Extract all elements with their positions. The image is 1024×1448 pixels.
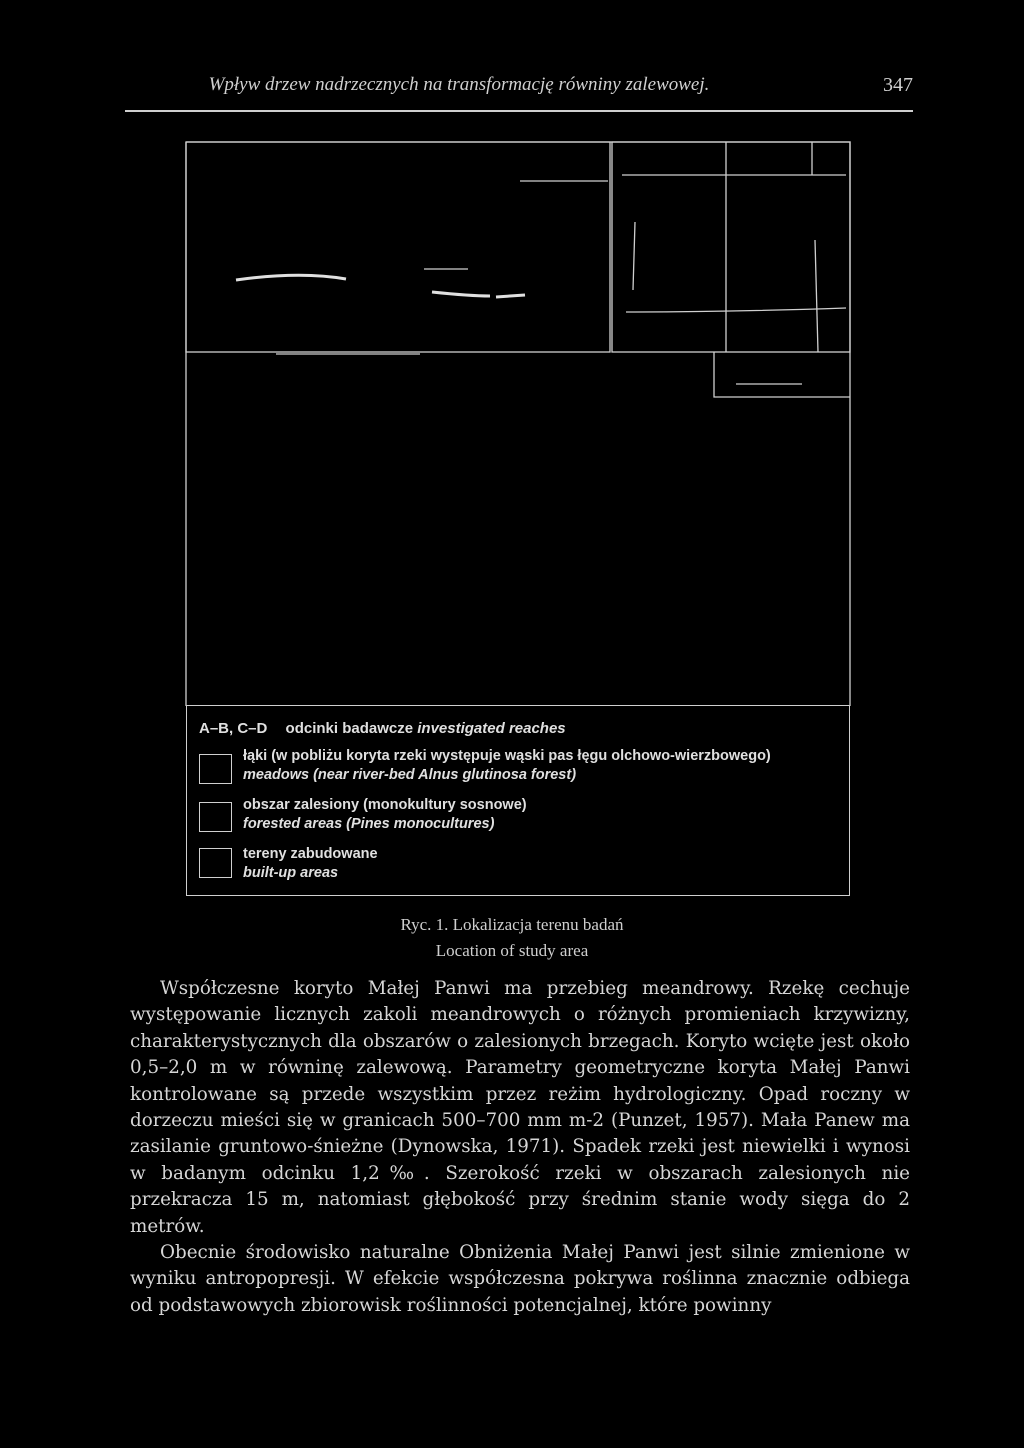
reaches-label-pl: odcinki badawcze	[285, 720, 414, 737]
legend-item-pl: obszar zalesiony (monokultury sosnowe)	[243, 797, 527, 813]
reaches-label-en: investigated reaches	[417, 720, 566, 737]
map-frame	[186, 142, 850, 706]
legend-item-forest	[243, 796, 527, 834]
paragraph: Obecnie środowisko naturalne Obniżenia Małej Panwi jest silnie zmienione w wyniku antropopresji. W efekcie współczesna pokrywa roślinna znacznie odbiega od podstawowych zbiorowisk roślinności potencjalnej, które powinny	[130, 1242, 910, 1316]
paragraph: Współczesne koryto Małej Panwi ma przebieg meandrowy. Rzekę cechuje występowanie licznych zakoli meandrowych o różnych promieniach krzywizny, charakterystycznych dla obszarów o zalesionych brzegach. Koryto wcięte jest około 0,5–2,0 m w równinę zalewową. Parametry geometryczne koryta Małej Panwi kontrolowane są przede wszystkim przez reżim hydrologiczny. Opad roczny w dorzeczu mieści się w granicach 500–700 mm m-2 (Punzet, 1957). Mała Panew ma zasilanie gruntowo-śnieżne (Dynowska, 1971). Spadek rzeki jest niewielki i wynosi w badanym odcinku 1,2‰. Szerokość rzeki w obszarach zalesionych nie przekracza 15 m, natomiast głębokość przy średnim stanie wody sięga do 2 metrów.	[130, 978, 910, 1237]
figure-caption-en: Location of study area	[435, 941, 589, 960]
page-number: 347	[883, 74, 913, 96]
body-text	[130, 976, 910, 1319]
running-title: Wpływ drzew nadrzecznych na transformację równiny zalewowej.	[208, 74, 710, 95]
figure-caption-pl: Ryc. 1. Lokalizacja terenu badań	[400, 915, 624, 934]
inset-left	[186, 142, 610, 352]
legend-item-pl: łąki (w pobliżu koryta rzeki występuje wąski pas łęgu olchowo-wierzbowego)	[243, 748, 771, 764]
legend-item-meadows	[243, 747, 771, 785]
inset-small-box	[714, 352, 850, 397]
legend-swatch-forest	[199, 802, 232, 832]
legend-swatch-meadows	[199, 754, 232, 784]
map-legend	[186, 705, 850, 896]
reaches-codes: A–B, C–D	[199, 720, 268, 737]
legend-swatch-built-up	[199, 848, 232, 878]
inset-right	[612, 142, 850, 352]
legend-reaches	[199, 720, 566, 737]
legend-item-built-up	[243, 845, 378, 883]
legend-item-en: forested areas (Pines monocultures)	[243, 816, 495, 832]
legend-item-en: built-up areas	[243, 865, 339, 881]
legend-item-en: meadows (near river-bed Alnus glutinosa forest)	[243, 767, 577, 783]
legend-item-pl: tereny zabudowane	[243, 846, 378, 862]
